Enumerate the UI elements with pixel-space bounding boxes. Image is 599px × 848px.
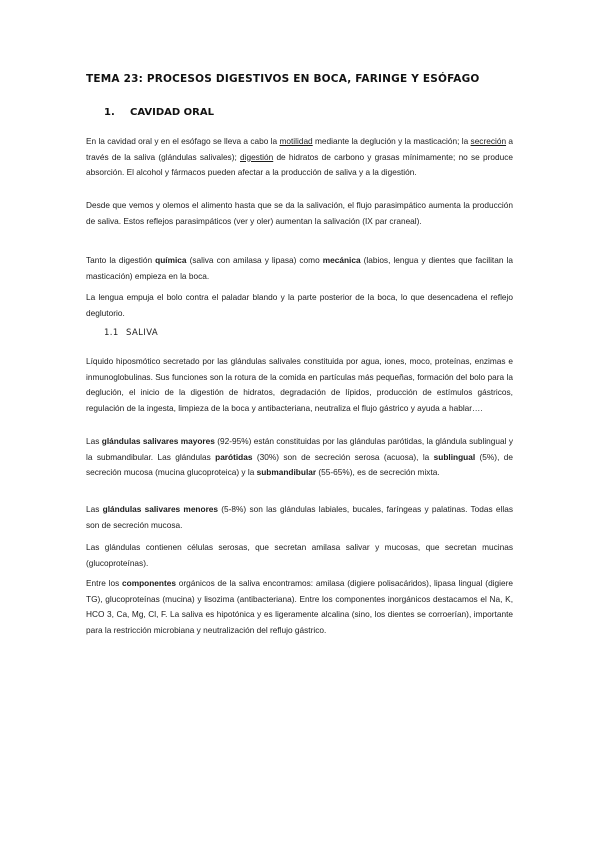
section-number: 1. [104, 107, 115, 118]
section-title: CAVIDAD ORAL [130, 107, 214, 118]
subsection-title: SALIVA [126, 328, 159, 338]
paragraph-reflejo-deglutorio: La lengua empuja el bolo contra el paladar blando y la parte posterior de la boca, lo que desencadena el reflejo deglutorio. [86, 292, 513, 318]
bold-term-quimica: química [155, 255, 187, 265]
paragraph-motilidad: En la cavidad oral y en el esófago se lleva a cabo la motilidad mediante la deglución y la masticación; la secreción a través de la saliva (glándulas salivales); digestión de hidratos de carbono y grasas mínimamente; no se produce absorción. El alcohol y fármacos pueden afectar a la producción de saliva y a la digestión. [86, 136, 513, 178]
underlined-term-motilidad: motilidad [279, 136, 313, 146]
bold-term-parotidas: parótidas [215, 451, 253, 462]
document-title: TEMA 23: PROCESOS DIGESTIVOS EN BOCA, FARINGE Y ESÓFAGO [86, 73, 480, 85]
paragraph-glandulas-menores: Las glándulas salivares menores (5-8%) son las glándulas labiales, bucales, faríngeas y palatinas. Todas ellas son de secreción mucosa. [86, 504, 514, 530]
paragraph-salivacion: Desde que vemos y olemos el alimento hasta que se da la salivación, el flujo parasimpático aumenta la producción de saliva. Estos reflejos parasimpáticos (ver y oler) aumentan la salivación (IX par craneal). [86, 200, 513, 226]
paragraph-celulas-serosas: Las glándulas contienen células serosas, que secretan amilasa salivar y mucosas, que secretan mucinas (glucoproteínas). [86, 542, 513, 568]
bold-term-glandulas-mayores: glándulas salivares mayores [101, 436, 215, 446]
subsection-heading-saliva [104, 328, 158, 338]
subsection-number: 1.1 [104, 328, 119, 338]
bold-term-submandibular: submandibular [256, 467, 317, 478]
bold-term-mecanica: mecánica [322, 255, 361, 265]
paragraph-digestion-quimica-mecanica: Tanto la digestión química (saliva con amilasa y lipasa) como mecánica (labios, lengua y dientes que facilitan la masticación) empieza en la boca. [86, 255, 513, 281]
underlined-term-secrecion: secreción [470, 136, 507, 146]
paragraph-saliva-definicion: Líquido hiposmótico secretado por las glándulas salivales constituida por agua, iones, moco, proteínas, enzimas e inmunoglobulinas. Sus funciones son la rotura de la comida en partículas más pequeñas, formación del bolo para la deglución, el inicio de la digestión de hidratos, degradación de lípidos, producción de estímulos gástricos, regulación de la ingesta, limpieza de la boca y antibacteriana, neutraliza el flujo gástrico y ayuda a hablar…. [86, 356, 513, 413]
paragraph-glandulas-mayores: Las glándulas salivares mayores (92-95%) están constituidas por las glándulas parótidas, la glándula sublingual y la submandibular. Las glándulas parótidas (30%) son de secreción serosa (acuosa), la sublingual (5%), de secreción mucosa (mucina glucoproteica) y la submandibular (55-65%), es de secreción mixta. [86, 436, 513, 478]
bold-term-glandulas-menores: glándulas salivares menores [102, 504, 219, 514]
bold-term-sublingual: sublingual [433, 451, 476, 462]
bold-term-componentes: componentes [122, 578, 176, 588]
paragraph-componentes-saliva: Entre los componentes orgánicos de la saliva encontramos: amilasa (digiere polisacáridos), lipasa lingual (digiere TG), glucoproteínas (mucina) y lisozima (antibacteriana). Entre los componentes inorgánicos destacamos el Na, K, HCO 3, Ca, Mg, Cl, F. La saliva es hipotónica y es ligeramente alcalina (sino, los dientes se corroerían), importante para la restricción microbiana y neutralización del reflujo gástrico. [86, 578, 513, 635]
section-heading-cavidad-oral [104, 107, 214, 118]
underlined-term-digestion: digestión [240, 151, 274, 162]
